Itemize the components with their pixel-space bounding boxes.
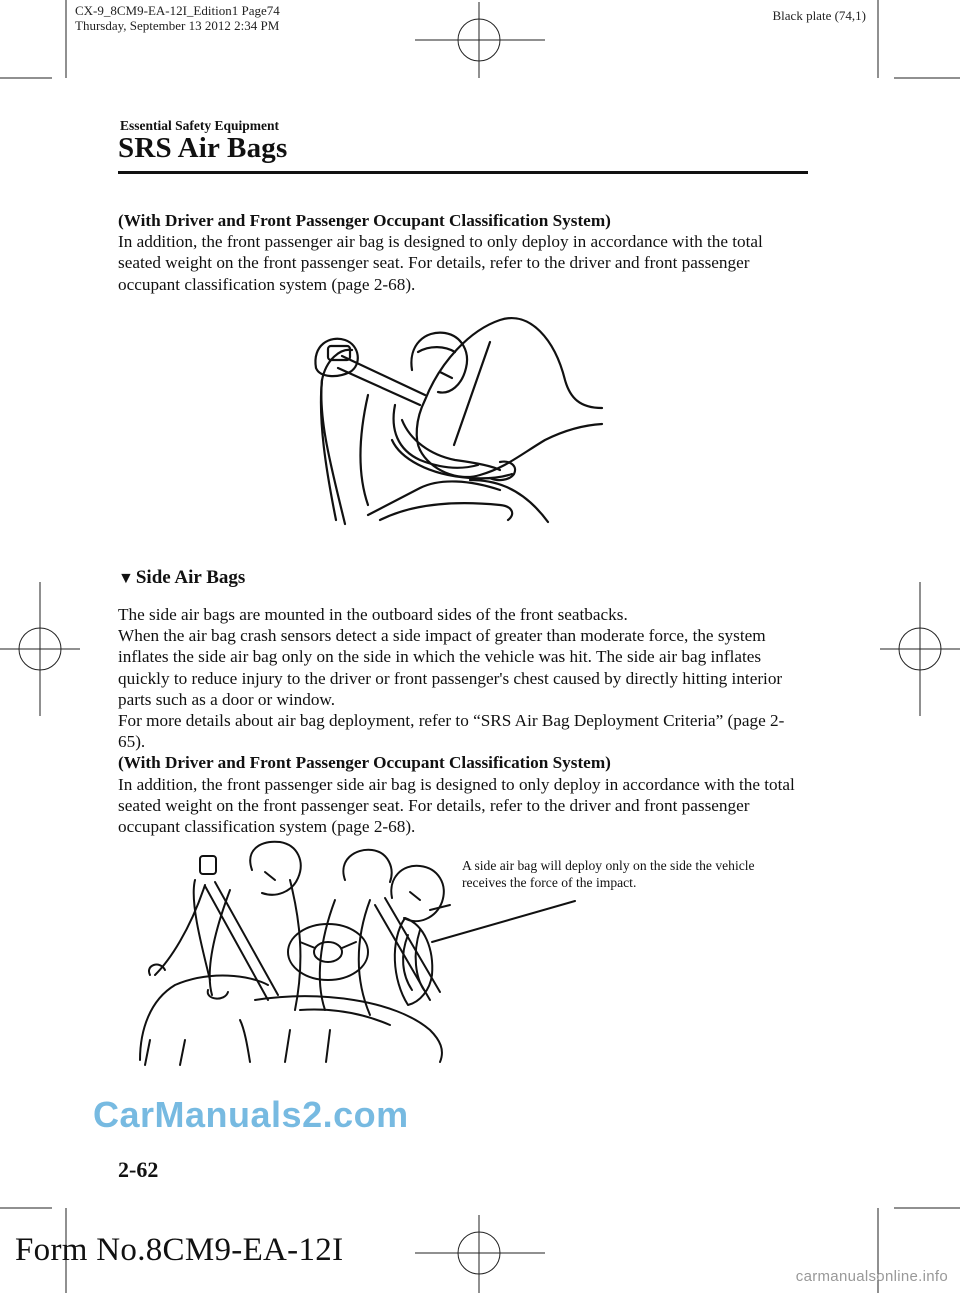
occupant-classification-heading: (With Driver and Front Passenger Occupant Classification System) bbox=[118, 211, 611, 230]
page-title: SRS Air Bags bbox=[118, 132, 288, 164]
side-airbag-callout: A side air bag will deploy only on the side the vehicle receives the force of the impact. bbox=[462, 858, 755, 890]
side-airbag-para-4: In addition, the front passenger side air bag is designed to only deploy in accordance with the total seated weight on the front passenger seat. For details, refer to the driver and front passenger occupant classification system (page 2-68). bbox=[118, 774, 795, 837]
side-occupant-classification-heading: (With Driver and Front Passenger Occupant Classification System) bbox=[118, 753, 611, 773]
watermark-primary: CarManuals2.com bbox=[93, 1094, 409, 1135]
form-number: Form No.8CM9-EA-12I bbox=[15, 1232, 344, 1268]
side-airbag-para-3: For more details about air bag deployment, refer to “SRS Air Bag Deployment Criteria” (page 2-65). bbox=[118, 711, 785, 752]
section-label: Essential Safety Equipment bbox=[120, 118, 280, 133]
side-airbag-para-2: When the air bag crash sensors detect a side impact of greater than moderate force, the system inflates the side air bag only on the side in which the vehicle was hit. The side air bag inflates quickly to reduce injury to the driver or front passenger's chest caused by directly hitting interior parts such as a door or window. bbox=[118, 626, 783, 709]
page-number: 2-62 bbox=[118, 1157, 159, 1182]
print-meta-file: CX-9_8CM9-EA-12I_Edition1 Page74 bbox=[75, 3, 280, 18]
print-meta-date: Thursday, September 13 2012 2:34 PM bbox=[75, 18, 280, 33]
plate-label: Black plate (74,1) bbox=[772, 8, 866, 23]
section-marker-icon: ▼ bbox=[118, 570, 134, 587]
front-passenger-paragraph: In addition, the front passenger air bag is designed to only deploy in accordance with the total seated weight on the front passenger seat. For details, refer to the driver and front passenger occupant classification system (page 2-68). bbox=[118, 232, 763, 294]
side-airbag-para-1: The side air bags are mounted in the outboard sides of the front seatbacks. bbox=[118, 605, 628, 624]
side-air-bags-title: Side Air Bags bbox=[135, 567, 246, 588]
watermark-secondary: carmanualsonline.info bbox=[795, 1268, 948, 1285]
